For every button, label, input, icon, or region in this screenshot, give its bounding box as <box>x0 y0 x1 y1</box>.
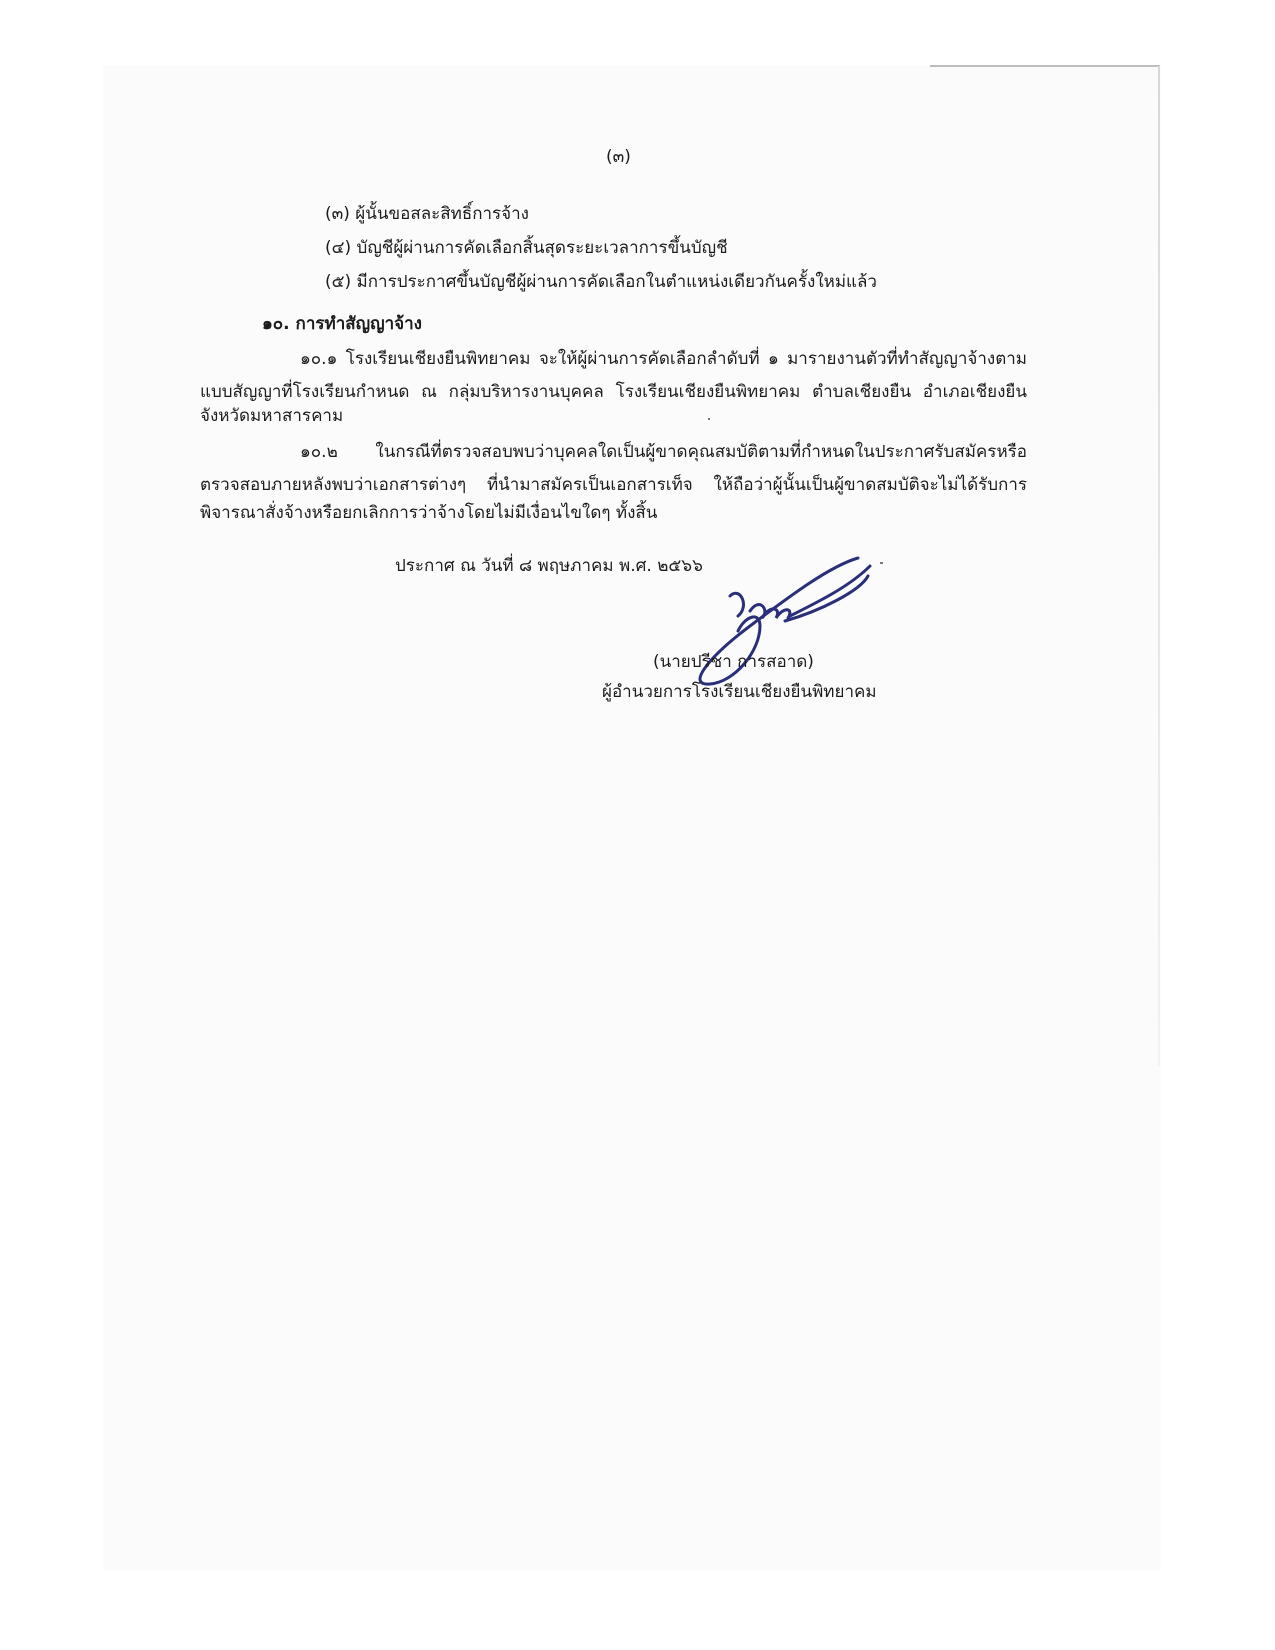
scan-edge-right <box>1158 66 1160 1066</box>
para-10-1-line-1: ๑๐.๑ โรงเรียนเชียงยืนพิทยาคม จะให้ผู้ผ่านการคัดเลือกลำดับที่ ๑ มารายงานตัวที่ทำสัญญาจ้างตาม <box>300 349 1027 369</box>
section-heading: ๑๐. การทำสัญญาจ้าง <box>262 314 422 334</box>
para-10-2-line-2: ตรวจสอบภายหลังพบว่าเอกสารต่างๆ ที่นำมาสมัครเป็นเอกสารเท็จ ให้ถือว่าผู้นั้นเป็นผู้ขาดสมบัติจะไม่ได้รับการ <box>200 475 1027 495</box>
scan-edge-top <box>930 65 1160 67</box>
signature-icon <box>690 556 920 696</box>
scan-speck <box>880 562 883 564</box>
para-10-2-line-3: พิจารณาสั่งจ้างหรือยกเลิกการว่าจ้างโดยไม่มีเงื่อนไขใดๆ ทั้งสิ้น <box>200 503 658 523</box>
announcement-date: ประกาศ ณ วันที่ ๘ พฤษภาคม พ.ศ. ๒๕๖๖ <box>395 556 703 576</box>
page-number: (๓) <box>606 147 631 167</box>
para-10-2-line-1: ๑๐.๒ ในกรณีที่ตรวจสอบพบว่าบุคคลใดเป็นผู้ขาดคุณสมบัติตามที่กำหนดในประกาศรับสมัครหรือ <box>300 442 1027 462</box>
signer-title: ผู้อำนวยการโรงเรียนเชียงยืนพิทยาคม <box>602 682 877 702</box>
para-10-1-line-2: แบบสัญญาที่โรงเรียนกำหนด ณ กลุ่มบริหารงานบุคคล โรงเรียนเชียงยืนพิทยาคม ตำบลเชียงยืน อำเภอเชียงยืน <box>200 382 1027 402</box>
list-item-5: (๕) มีการประกาศขึ้นบัญชีผู้ผ่านการคัดเลือกในตำแหน่งเดียวกันครั้งใหม่แล้ว <box>325 272 877 292</box>
para-10-1-line-3: จังหวัดมหาสารคาม <box>200 406 344 426</box>
scan-speck <box>708 418 710 420</box>
list-item-4: (๔) บัญชีผู้ผ่านการคัดเลือกสิ้นสุดระยะเวลาการขึ้นบัญชี <box>325 238 728 258</box>
list-item-3: (๓) ผู้นั้นขอสละสิทธิ์การจ้าง <box>325 204 529 224</box>
signer-name: (นายปรีชา การสอาด) <box>653 652 814 672</box>
